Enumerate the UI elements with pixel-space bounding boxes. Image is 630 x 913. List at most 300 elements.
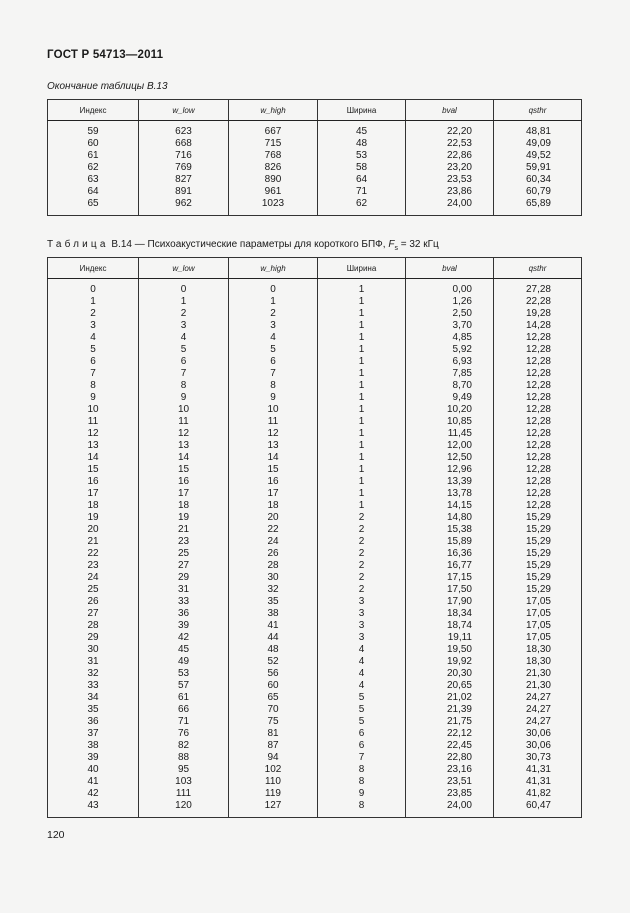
cell-w-low: 4 [139,332,229,344]
cell-qsthr: 65,89 [494,198,582,210]
cell-w-low: 891 [139,186,229,198]
cell-bval: 12,50 [406,452,494,464]
cell-qsthr: 19,28 [494,308,582,320]
cell-index: 2 [48,308,139,320]
cell-width: 4 [318,656,406,668]
cell-qsthr: 15,29 [494,536,582,548]
cell-index: 42 [48,788,139,800]
cell-width: 48 [318,138,406,150]
cell-width: 1 [318,320,406,332]
cell-w-high: 119 [229,788,318,800]
cell-index: 4 [48,332,139,344]
cell-index: 22 [48,548,139,560]
cell-bval: 19,92 [406,656,494,668]
cell-width: 4 [318,668,406,680]
cell-bval: 8,70 [406,380,494,392]
cell-bval: 10,20 [406,404,494,416]
table-row [48,560,582,572]
table-row [48,608,582,620]
cell-w-high: 70 [229,704,318,716]
cell-w-low: 53 [139,668,229,680]
cell-bval: 23,86 [406,186,494,198]
col-header-bval: bval [406,100,494,121]
col-header-w-high: w_high [229,258,318,279]
cell-w-low: 962 [139,198,229,210]
table-row [48,356,582,368]
cell-w-low: 7 [139,368,229,380]
cell-index: 17 [48,488,139,500]
table-row [48,512,582,524]
cell-w-high: 65 [229,692,318,704]
cell-index: 26 [48,596,139,608]
table-row [48,428,582,440]
table-b14 [47,257,582,818]
table-row [48,692,582,704]
cell-qsthr: 15,29 [494,572,582,584]
cell-w-high: 9 [229,392,318,404]
cell-w-high: 3 [229,320,318,332]
cell-w-high: 13 [229,440,318,452]
cell-index: 62 [48,162,139,174]
cell-w-high: 81 [229,728,318,740]
table-row [48,488,582,500]
cell-w-low: 21 [139,524,229,536]
table-row [48,440,582,452]
cell-bval: 15,38 [406,524,494,536]
table-row [48,704,582,716]
cell-w-low: 12 [139,428,229,440]
cell-index: 65 [48,198,139,210]
cell-width: 3 [318,632,406,644]
cell-width: 1 [318,356,406,368]
cell-w-low: 0 [139,284,229,296]
cell-width: 3 [318,608,406,620]
cell-width: 5 [318,716,406,728]
cell-w-high: 2 [229,308,318,320]
cell-bval: 5,92 [406,344,494,356]
cell-width: 3 [318,596,406,608]
cell-w-low: 25 [139,548,229,560]
cell-width: 1 [318,440,406,452]
cell-w-low: 3 [139,320,229,332]
cell-w-low: 27 [139,560,229,572]
cell-width: 5 [318,692,406,704]
cell-bval: 23,16 [406,764,494,776]
cell-bval: 18,34 [406,608,494,620]
table-row [48,476,582,488]
cell-bval: 19,50 [406,644,494,656]
table-row [48,404,582,416]
table-row [48,284,582,296]
cell-w-high: 7 [229,368,318,380]
table-row [48,308,582,320]
cell-w-low: 66 [139,704,229,716]
cell-qsthr: 15,29 [494,524,582,536]
cell-qsthr: 59,91 [494,162,582,174]
cell-bval: 17,50 [406,584,494,596]
cell-index: 43 [48,800,139,812]
cell-w-low: 18 [139,500,229,512]
table-row [48,764,582,776]
cell-w-high: 18 [229,500,318,512]
cell-w-high: 5 [229,344,318,356]
table-row [48,620,582,632]
cell-w-high: 1 [229,296,318,308]
spacer-row [48,210,582,216]
table-b13-end [47,99,582,216]
table-row [48,174,582,186]
cell-index: 41 [48,776,139,788]
cell-w-low: 16 [139,476,229,488]
cell-w-low: 36 [139,608,229,620]
cell-qsthr: 12,28 [494,416,582,428]
cell-qsthr: 12,28 [494,500,582,512]
cell-qsthr: 18,30 [494,656,582,668]
cell-width: 1 [318,344,406,356]
cell-qsthr: 12,28 [494,380,582,392]
cell-width: 1 [318,296,406,308]
table-row [48,740,582,752]
cell-w-high: 715 [229,138,318,150]
cell-bval: 14,80 [406,512,494,524]
cell-qsthr: 12,28 [494,356,582,368]
cell-bval: 12,00 [406,440,494,452]
cell-index: 60 [48,138,139,150]
cell-w-high: 667 [229,126,318,138]
cell-bval: 13,39 [406,476,494,488]
cell-bval: 22,20 [406,126,494,138]
cell-bval: 13,78 [406,488,494,500]
cell-w-low: 71 [139,716,229,728]
cell-qsthr: 12,28 [494,404,582,416]
cell-w-high: 41 [229,620,318,632]
cell-bval: 18,74 [406,620,494,632]
cell-bval: 1,26 [406,296,494,308]
cell-w-high: 52 [229,656,318,668]
table-row [48,198,582,210]
table1-caption: Окончание таблицы В.13 [47,81,168,92]
table-row [48,344,582,356]
cell-bval: 20,30 [406,668,494,680]
cell-w-high: 6 [229,356,318,368]
cell-bval: 15,89 [406,536,494,548]
cell-w-low: 88 [139,752,229,764]
cell-bval: 6,93 [406,356,494,368]
cell-bval: 10,85 [406,416,494,428]
cell-index: 30 [48,644,139,656]
cell-qsthr: 12,28 [494,428,582,440]
table-row [48,380,582,392]
cell-index: 37 [48,728,139,740]
cell-w-high: 24 [229,536,318,548]
cell-qsthr: 14,28 [494,320,582,332]
cell-qsthr: 12,28 [494,332,582,344]
cell-bval: 14,15 [406,500,494,512]
cell-w-low: 14 [139,452,229,464]
cell-bval: 22,12 [406,728,494,740]
table-row [48,416,582,428]
cell-bval: 11,45 [406,428,494,440]
cell-w-high: 127 [229,800,318,812]
cell-index: 11 [48,416,139,428]
cell-qsthr: 12,28 [494,464,582,476]
cell-w-high: 35 [229,596,318,608]
cell-index: 0 [48,284,139,296]
cell-w-low: 1 [139,296,229,308]
cell-index: 39 [48,752,139,764]
cell-index: 20 [48,524,139,536]
cell-w-low: 49 [139,656,229,668]
cell-w-high: 11 [229,416,318,428]
cell-index: 40 [48,764,139,776]
table-row [48,368,582,380]
table-row [48,716,582,728]
cell-index: 19 [48,512,139,524]
cell-qsthr: 12,28 [494,344,582,356]
cell-w-low: 668 [139,138,229,150]
cell-qsthr: 21,30 [494,680,582,692]
cell-index: 18 [48,500,139,512]
table-row [48,524,582,536]
cell-bval: 21,39 [406,704,494,716]
cell-qsthr: 60,47 [494,800,582,812]
cell-bval: 3,70 [406,320,494,332]
cell-qsthr: 27,28 [494,284,582,296]
cell-index: 13 [48,440,139,452]
cell-width: 4 [318,680,406,692]
table-row [48,296,582,308]
cell-width: 64 [318,174,406,186]
cell-bval: 2,50 [406,308,494,320]
table-header-row [48,100,582,121]
cell-qsthr: 60,79 [494,186,582,198]
cell-qsthr: 22,28 [494,296,582,308]
cell-qsthr: 41,31 [494,776,582,788]
cell-index: 28 [48,620,139,632]
table-row [48,572,582,584]
table-row [48,464,582,476]
cell-w-low: 103 [139,776,229,788]
cell-bval: 22,86 [406,150,494,162]
cell-w-high: 56 [229,668,318,680]
cell-w-low: 45 [139,644,229,656]
cell-qsthr: 17,05 [494,596,582,608]
cell-index: 21 [48,536,139,548]
cell-w-low: 82 [139,740,229,752]
cell-width: 45 [318,126,406,138]
cell-bval: 24,00 [406,800,494,812]
cell-qsthr: 30,06 [494,740,582,752]
cell-w-low: 827 [139,174,229,186]
cell-bval: 22,80 [406,752,494,764]
cell-width: 8 [318,776,406,788]
cell-w-high: 16 [229,476,318,488]
cell-width: 1 [318,332,406,344]
cell-bval: 23,85 [406,788,494,800]
cell-w-high: 4 [229,332,318,344]
cell-qsthr: 60,34 [494,174,582,186]
table-row [48,680,582,692]
cell-bval: 24,00 [406,198,494,210]
cell-qsthr: 21,30 [494,668,582,680]
cell-qsthr: 49,09 [494,138,582,150]
cell-w-high: 15 [229,464,318,476]
caption-var: F [388,239,395,250]
table-row [48,776,582,788]
cell-index: 24 [48,572,139,584]
cell-w-low: 2 [139,308,229,320]
cell-qsthr: 24,27 [494,716,582,728]
cell-index: 8 [48,380,139,392]
cell-index: 9 [48,392,139,404]
table-row [48,162,582,174]
table-row [48,392,582,404]
cell-width: 2 [318,584,406,596]
cell-index: 6 [48,356,139,368]
table-row [48,788,582,800]
cell-w-high: 32 [229,584,318,596]
cell-w-low: 5 [139,344,229,356]
cell-width: 5 [318,704,406,716]
cell-index: 3 [48,320,139,332]
cell-bval: 21,02 [406,692,494,704]
cell-w-high: 10 [229,404,318,416]
cell-w-low: 15 [139,464,229,476]
col-header-width: Ширина [318,258,406,279]
cell-w-high: 110 [229,776,318,788]
cell-width: 71 [318,186,406,198]
cell-qsthr: 41,31 [494,764,582,776]
cell-width: 6 [318,740,406,752]
table-row [48,728,582,740]
col-header-index: Индекс [48,100,139,121]
cell-w-high: 961 [229,186,318,198]
cell-bval: 17,90 [406,596,494,608]
cell-width: 2 [318,560,406,572]
table-row [48,500,582,512]
cell-w-high: 26 [229,548,318,560]
cell-width: 1 [318,428,406,440]
col-header-bval: bval [406,258,494,279]
table-header-row [48,258,582,279]
cell-index: 61 [48,150,139,162]
cell-width: 9 [318,788,406,800]
cell-bval: 20,65 [406,680,494,692]
cell-width: 1 [318,464,406,476]
cell-qsthr: 17,05 [494,632,582,644]
table-row [48,452,582,464]
cell-w-low: 31 [139,584,229,596]
cell-index: 38 [48,740,139,752]
cell-w-low: 716 [139,150,229,162]
cell-w-high: 20 [229,512,318,524]
cell-w-high: 14 [229,452,318,464]
cell-w-high: 102 [229,764,318,776]
cell-w-high: 1023 [229,198,318,210]
col-header-width: Ширина [318,100,406,121]
cell-index: 32 [48,668,139,680]
cell-index: 16 [48,476,139,488]
table-row [48,656,582,668]
cell-w-low: 10 [139,404,229,416]
cell-width: 53 [318,150,406,162]
cell-w-low: 6 [139,356,229,368]
cell-w-low: 120 [139,800,229,812]
cell-width: 8 [318,800,406,812]
caption-table-word: Таблица [47,239,109,250]
table-row [48,800,582,812]
table-row [48,536,582,548]
cell-index: 7 [48,368,139,380]
caption-text: В.14 — Психоакустические параметры для короткого БПФ, [108,239,389,250]
col-header-w-high: w_high [229,100,318,121]
cell-qsthr: 30,73 [494,752,582,764]
cell-width: 7 [318,752,406,764]
cell-width: 3 [318,620,406,632]
cell-w-low: 61 [139,692,229,704]
cell-width: 1 [318,380,406,392]
cell-w-high: 17 [229,488,318,500]
cell-width: 4 [318,644,406,656]
cell-bval: 0,00 [406,284,494,296]
cell-width: 2 [318,524,406,536]
standard-header: ГОСТ Р 54713—2011 [47,49,164,61]
cell-bval: 16,36 [406,548,494,560]
cell-bval: 4,85 [406,332,494,344]
cell-w-high: 60 [229,680,318,692]
table-row [48,320,582,332]
cell-w-high: 826 [229,162,318,174]
cell-index: 25 [48,584,139,596]
cell-bval: 23,53 [406,174,494,186]
cell-qsthr: 24,27 [494,704,582,716]
table-row [48,644,582,656]
cell-width: 62 [318,198,406,210]
cell-qsthr: 12,28 [494,392,582,404]
col-header-qsthr: qsthr [494,100,582,121]
cell-qsthr: 15,29 [494,512,582,524]
cell-width: 2 [318,572,406,584]
cell-index: 5 [48,344,139,356]
cell-w-high: 28 [229,560,318,572]
cell-index: 34 [48,692,139,704]
cell-w-low: 42 [139,632,229,644]
cell-bval: 23,51 [406,776,494,788]
cell-index: 27 [48,608,139,620]
caption-tail: = 32 кГц [397,239,439,250]
cell-width: 1 [318,284,406,296]
table-row [48,596,582,608]
page-number: 120 [47,829,65,841]
cell-qsthr: 30,06 [494,728,582,740]
table-row [48,186,582,198]
cell-w-high: 87 [229,740,318,752]
col-header-w-low: w_low [139,258,229,279]
col-header-w-low: w_low [139,100,229,121]
cell-w-high: 44 [229,632,318,644]
cell-qsthr: 15,29 [494,548,582,560]
cell-qsthr: 12,28 [494,368,582,380]
col-header-index: Индекс [48,258,139,279]
cell-width: 6 [318,728,406,740]
cell-bval: 22,53 [406,138,494,150]
cell-qsthr: 12,28 [494,440,582,452]
spacer-row [48,812,582,818]
cell-w-high: 48 [229,644,318,656]
cell-qsthr: 18,30 [494,644,582,656]
cell-qsthr: 12,28 [494,476,582,488]
cell-bval: 12,96 [406,464,494,476]
